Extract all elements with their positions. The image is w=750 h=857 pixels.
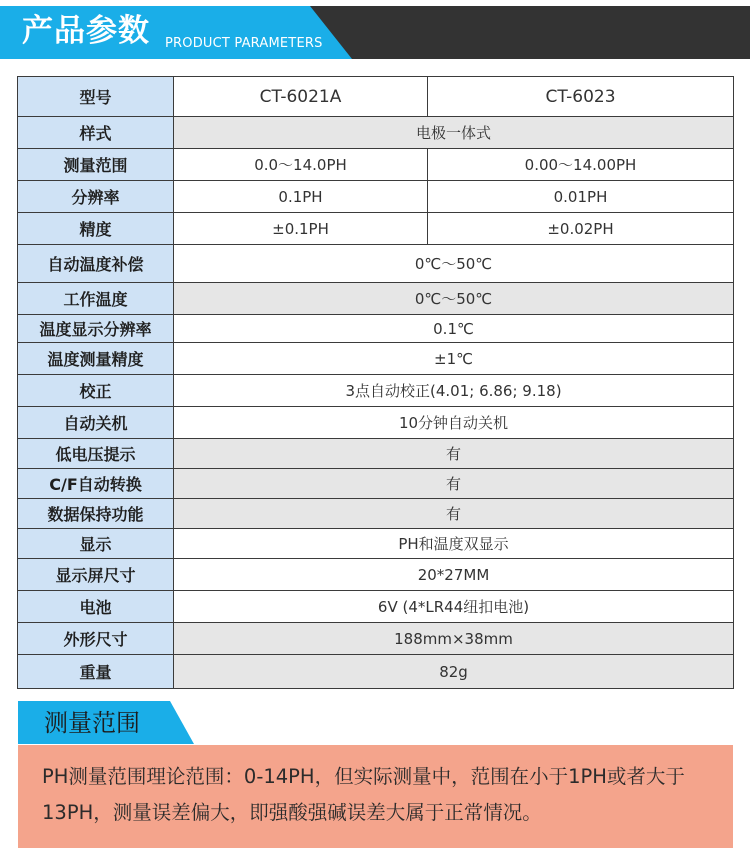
- table-row: [18, 559, 734, 591]
- row-value: 82g: [174, 655, 734, 689]
- section-title: 测量范围: [44, 709, 140, 737]
- page-subtitle: PRODUCT PARAMETERS: [165, 36, 323, 51]
- row-value: 20*27MM: [174, 559, 734, 591]
- row-value: 0℃～50℃: [174, 283, 734, 315]
- table-row: [18, 315, 734, 343]
- table-row: [18, 149, 734, 181]
- model-cell: CT-6021A: [174, 77, 428, 117]
- table-row: [18, 439, 734, 469]
- model-cell: CT-6023: [428, 77, 734, 117]
- row-value: 有: [174, 469, 734, 499]
- table-row: [18, 375, 734, 407]
- row-label: 样式: [18, 117, 174, 149]
- row-value: 有: [174, 439, 734, 469]
- row-label: 重量: [18, 655, 174, 689]
- range-note: PH测量范围理论范围：0-14PH，但实际测量中，范围在小于1PH或者大于13PH，测量误差偏大，即强酸强碱误差大属于正常情况。: [18, 745, 733, 848]
- table-row: [18, 213, 734, 245]
- row-value: 188mm×38mm: [174, 623, 734, 655]
- row-value: 3点自动校正(4.01; 6.86; 9.18): [174, 375, 734, 407]
- table-row: [18, 343, 734, 375]
- row-value: 0.0～14.0PH: [174, 149, 428, 181]
- row-value: 0.1℃: [174, 315, 734, 343]
- row-value: 0℃～50℃: [174, 245, 734, 283]
- row-value: 0.01PH: [428, 181, 734, 213]
- spec-table: [17, 76, 734, 689]
- table-row: [18, 591, 734, 623]
- row-value: 10分钟自动关机: [174, 407, 734, 439]
- row-label: 外形尺寸: [18, 623, 174, 655]
- row-value: 6V (4*LR44纽扣电池): [174, 591, 734, 623]
- table-row: [18, 529, 734, 559]
- table-row: [18, 499, 734, 529]
- table-row: [18, 655, 734, 689]
- table-row: [18, 407, 734, 439]
- table-row: [18, 623, 734, 655]
- row-label: 自动关机: [18, 407, 174, 439]
- page-title: 产品参数: [22, 13, 150, 49]
- row-label: 自动温度补偿: [18, 245, 174, 283]
- row-label: 温度显示分辨率: [18, 315, 174, 343]
- row-label: 精度: [18, 213, 174, 245]
- row-value: 0.00～14.00PH: [428, 149, 734, 181]
- table-row: [18, 77, 734, 117]
- row-label: 低电压提示: [18, 439, 174, 469]
- row-label: 测量范围: [18, 149, 174, 181]
- row-label: 数据保持功能: [18, 499, 174, 529]
- row-label: 分辨率: [18, 181, 174, 213]
- row-value: ±1℃: [174, 343, 734, 375]
- row-label: 电池: [18, 591, 174, 623]
- row-label: 校正: [18, 375, 174, 407]
- model-label-cell: 型号: [18, 77, 174, 117]
- row-label: 工作温度: [18, 283, 174, 315]
- row-label: 显示屏尺寸: [18, 559, 174, 591]
- table-row: [18, 181, 734, 213]
- row-value: 电极一体式: [174, 117, 734, 149]
- table-row: [18, 245, 734, 283]
- table-row: [18, 117, 734, 149]
- row-value: ±0.1PH: [174, 213, 428, 245]
- table-row: [18, 469, 734, 499]
- table-row: [18, 283, 734, 315]
- row-value: PH和温度双显示: [174, 529, 734, 559]
- row-value: 0.1PH: [174, 181, 428, 213]
- row-value: 有: [174, 499, 734, 529]
- row-label: C/F自动转换: [18, 469, 174, 499]
- row-label: 温度测量精度: [18, 343, 174, 375]
- row-value: ±0.02PH: [428, 213, 734, 245]
- row-label: 显示: [18, 529, 174, 559]
